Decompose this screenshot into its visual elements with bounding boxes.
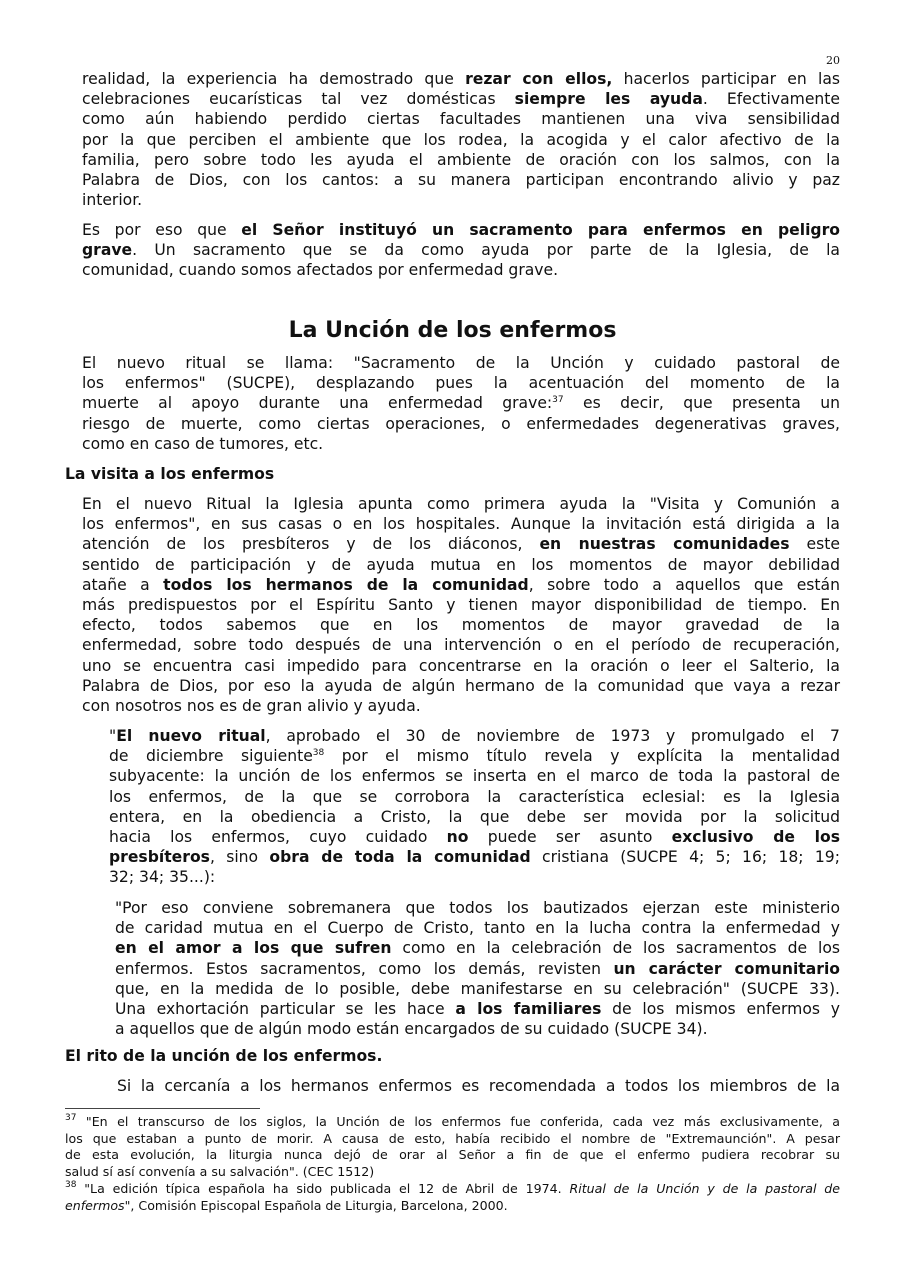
- text-line: Palabra de Dios, con los cantos: a su manera participan encontrando alivio y paz: [82, 171, 840, 190]
- text-line: comunidad, cuando somos afectados por enfermedad grave.: [82, 261, 559, 280]
- text-line: interior.: [82, 191, 143, 210]
- paragraph-sacrament: [82, 220, 840, 281]
- footnote-separator: [65, 1108, 260, 1109]
- text-line: presbíteros, sino obra de toda la comunidad cristiana (SUCPE 4; 5; 16; 18; 19;: [109, 848, 840, 867]
- text-line: con nosotros nos es de gran alivio y ayuda.: [82, 697, 421, 716]
- paragraph-rito: [117, 1076, 840, 1096]
- text-line: como en caso de tumores, etc.: [82, 434, 324, 453]
- text-line: enfermedad, sobre todo después de una intervención o en el período de recuperación,: [82, 636, 840, 655]
- footnote-ref: 37: [552, 395, 564, 406]
- text-line: grave. Un sacramento que se da como ayuda por parte de la Iglesia, de la: [82, 241, 840, 260]
- text-line: como aún habiendo perdido ciertas facultades mantienen una viva sensibilidad: [82, 110, 840, 129]
- text-line: atención de los presbíteros y de los diáconos, en nuestras comunidades este: [82, 535, 840, 554]
- text-line: los enfermos", en sus casas o en los hospitales. Aunque la invitación está dirigida a la: [82, 515, 840, 534]
- text-line: entera, en la obediencia a Cristo, la que debe ser movida por la solicitud: [109, 807, 840, 826]
- text-line: los enfermos, de la que se corrobora la característica eclesial: es la Iglesia: [109, 787, 840, 806]
- text-line: sentido de participación y de ayuda mutua en los momentos de mayor debilidad: [82, 555, 840, 574]
- paragraph-visita: [82, 494, 840, 716]
- text-line: a aquellos que de algún modo están encargados de su cuidado (SUCPE 34).: [115, 1020, 708, 1039]
- text-line: los que estaban a punto de morir. A causa de esto, había recibido el nombre de "Extremaunción". A pesar: [65, 1130, 840, 1146]
- quote-sucpe: [115, 898, 840, 1039]
- text-line: riesgo de muerte, como ciertas operaciones, o enfermedades degenerativas graves,: [82, 414, 840, 433]
- quote-nuevo-ritual: [109, 726, 840, 888]
- text-line: Una exhortación particular se les hace a los familiares de los mismos enfermos y: [115, 1000, 841, 1019]
- section-title: La Unción de los enfermos: [288, 318, 617, 343]
- text-line: 32; 34; 35...):: [109, 868, 216, 887]
- text-line: más predispuestos por el Espíritu Santo y tienen mayor disponibilidad de tiempo. En: [82, 596, 840, 615]
- text-line: En el nuevo Ritual la Iglesia apunta como primera ayuda la "Visita y Comunión a: [82, 495, 840, 513]
- text-line: de caridad mutua en el Cuerpo de Cristo, tanto en la lucha contra la enfermedad y: [115, 919, 840, 938]
- text-line: El nuevo ritual se llama: "Sacramento de la Unción y cuidado pastoral de: [82, 354, 840, 372]
- text-line: Si la cercanía a los hermanos enfermos es recomendada a todos los miembros de la: [117, 1077, 840, 1095]
- paragraph-new-ritual: [82, 353, 840, 454]
- text-line: que, en la medida de lo posible, debe manifestarse en su celebración" (SUCPE 33).: [115, 979, 840, 998]
- footnote-number: 37: [65, 1113, 77, 1123]
- paragraph-continuation: [82, 69, 840, 210]
- footnote-ref: 38: [312, 748, 325, 759]
- text-line: realidad, la experiencia ha demostrado que rezar con ellos, hacerlos participar en las: [82, 70, 841, 88]
- text-line: Es por eso que el Señor instituyó un sacramento para enfermos en peligro: [82, 221, 840, 239]
- text-line: atañe a todos los hermanos de la comunidad, sobre todo a aquellos que están: [82, 575, 840, 594]
- footnote-number: 38: [65, 1180, 77, 1190]
- subheading-visita: La visita a los enfermos: [65, 465, 275, 483]
- footnote-37: [65, 1114, 840, 1180]
- text-line: efecto, todos sabemos que en los momentos de mayor gravedad de la: [82, 616, 840, 635]
- text-line: subyacente: la unción de los enfermos se inserta en el marco de toda la pastoral de: [109, 767, 840, 786]
- text-line: hacia los enfermos, cuyo cuidado no puede ser asunto exclusivo de los: [109, 828, 841, 847]
- text-line: en el amor a los que sufren como en la celebración de los sacramentos de los: [115, 939, 840, 958]
- text-line: uno se encuentra casi impedido para concentrarse en la oración o leer el Salterio, la: [82, 656, 840, 675]
- text-line: enfermos", Comisión Episcopal Española de Liturgia, Barcelona, 2000.: [65, 1197, 508, 1213]
- text-line: celebraciones eucarísticas tal vez domésticas siempre les ayuda. Efectivamente: [82, 90, 840, 109]
- text-line: de diciembre siguiente$^{38}$ por el mismo título revela y explícita la mentalidad: [109, 747, 840, 766]
- text-line: salud sí así convenía a su salvación". (CEC 1512): [65, 1163, 375, 1179]
- text-line: Palabra de Dios, por eso la ayuda de algún hermano de la comunidad que vaya a rezar: [82, 676, 840, 695]
- page-number: 20: [826, 54, 840, 67]
- text-line: $^{37}$ "En el transcurso de los siglos, la Unción de los enfermos fue conferida, cada vez más exclusivamente, a: [65, 1113, 840, 1129]
- text-line: $^{38}$ "La edición típica española ha sido publicada el 12 de Abril de 1974. Ritual de la Unción y de la pastoral de: [65, 1180, 840, 1196]
- text-line: familia, pero sobre todo les ayuda el ambiente de oración con los salmos, con la: [82, 150, 840, 169]
- text-line: muerte al apoyo durante una enfermedad grave:$^{37}$ es decir, que presenta un: [82, 394, 840, 413]
- text-line: los enfermos" (SUCPE), desplazando pues la acentuación del momento de la: [82, 374, 840, 393]
- subheading-rito: El rito de la unción de los enfermos.: [65, 1047, 383, 1065]
- text-line: "El nuevo ritual, aprobado el 30 de noviembre de 1973 y promulgado el 7: [109, 727, 840, 745]
- text-line: de esta evolución, la liturgia nunca dejó de orar al Señor a fin de que el enfermo pudiera recobrar su: [65, 1147, 840, 1163]
- text-line: por la que perciben el ambiente que los rodea, la acogida y el calor afectivo de la: [82, 130, 840, 149]
- text-line: "Por eso conviene sobremanera que todos los bautizados ejerzan este ministerio: [115, 899, 840, 917]
- footnote-38: [65, 1181, 840, 1214]
- text-line: enfermos. Estos sacramentos, como los demás, revisten un carácter comunitario: [115, 959, 841, 978]
